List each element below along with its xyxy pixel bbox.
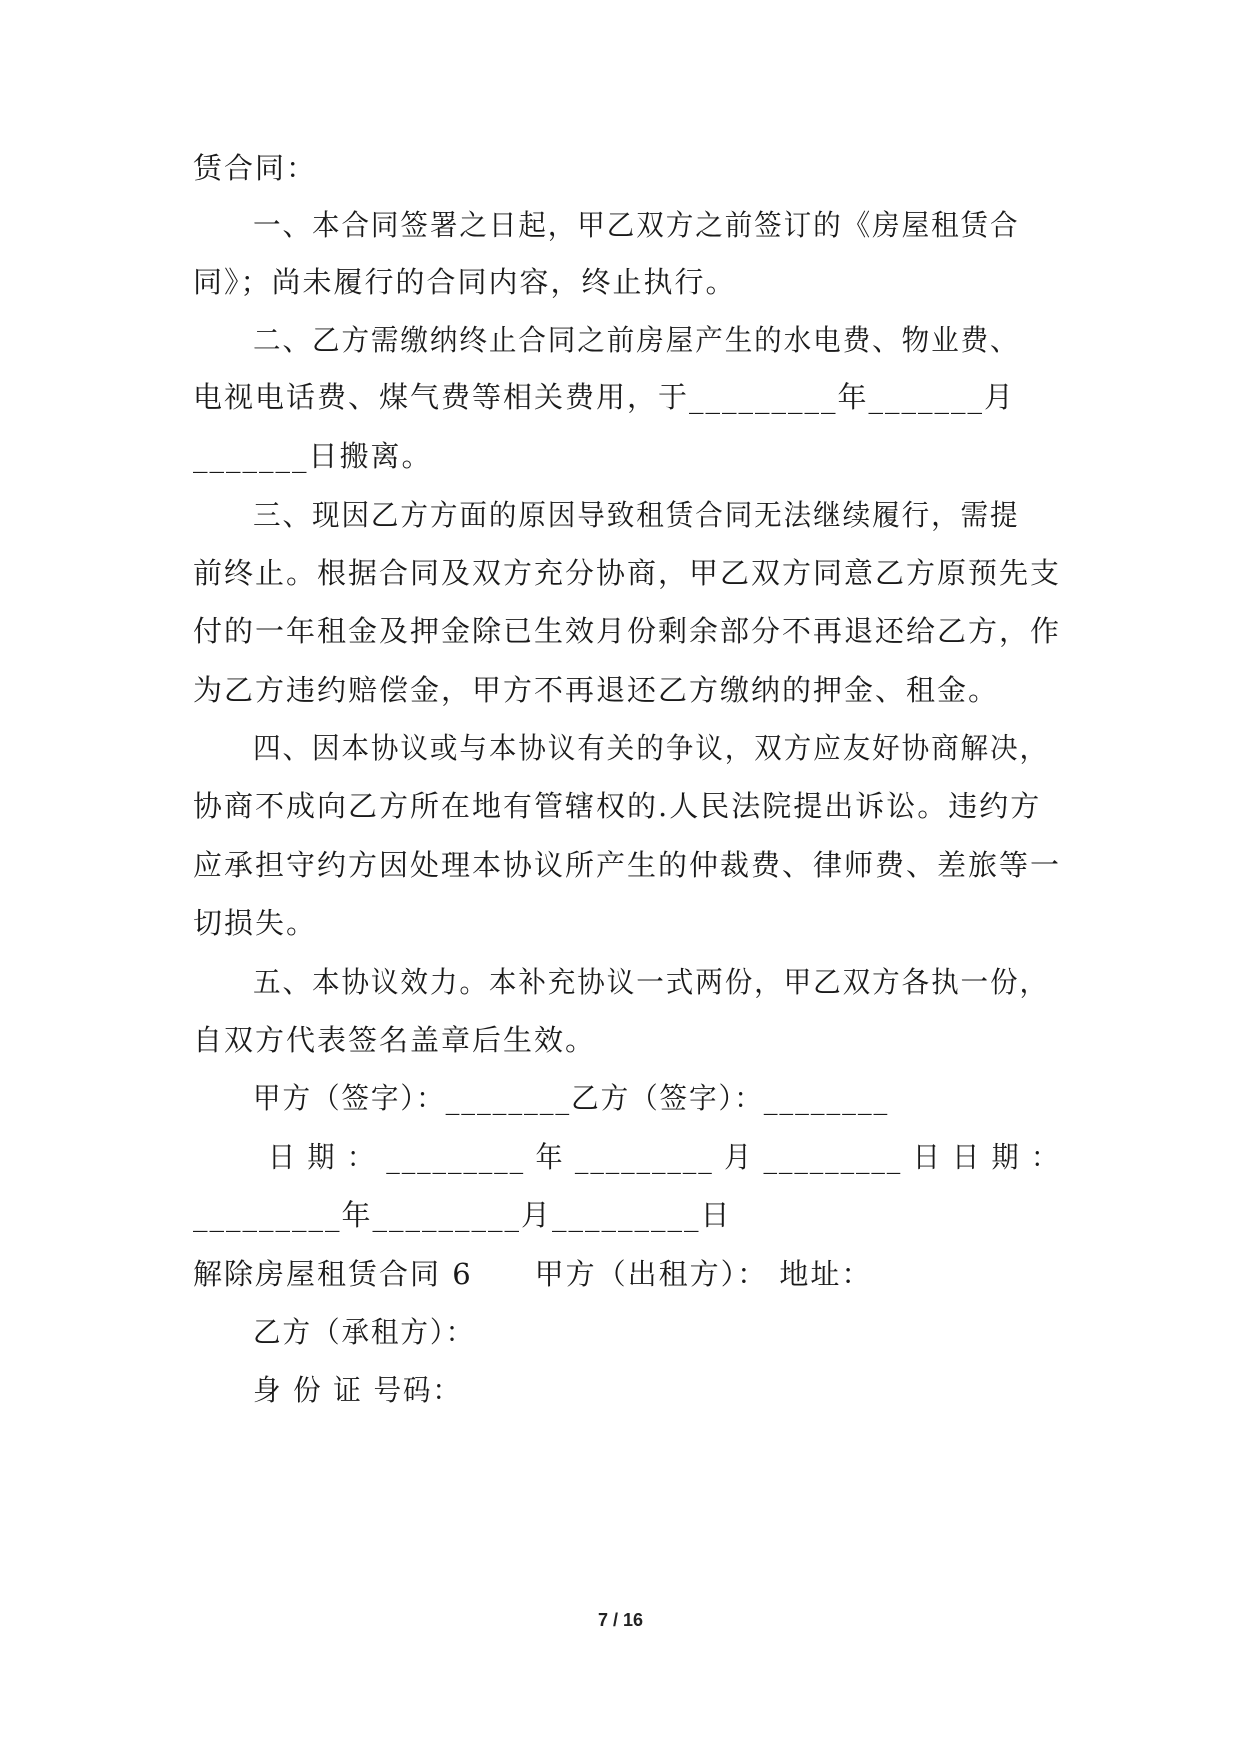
clause-4-line-4: 切损失。	[193, 906, 318, 940]
clause-1-line-2: 同》；尚未履行的合同内容，终止执行。	[193, 265, 737, 299]
clause-2-line-1: 二、乙方需缴纳终止合同之前房屋产生的水电费、物业费、	[253, 323, 1020, 357]
text-line: 赁合同：	[193, 151, 318, 185]
clause-2-line-2: 电视电话费、煤气费等相关费用，于_________年_______月	[193, 380, 1016, 414]
date-line-2: _________年_________月_________日	[193, 1198, 732, 1232]
clause-3-line-3: 付的一年租金及押金除已生效月份剩余部分不再退还给乙方，作	[193, 614, 1062, 648]
clause-1-line-1: 一、本合同签署之日起，甲乙双方之前签订的《房屋租赁合	[253, 208, 1020, 242]
lessee-line: 乙方（承租方）：	[253, 1315, 476, 1349]
clause-4-line-3: 应承担守约方因处理本协议所产生的仲裁费、律师费、差旅等一	[193, 848, 1062, 882]
clause-2-line-3: _______日搬离。	[193, 439, 433, 473]
clause-3-line-4: 为乙方违约赔偿金，甲方不再退还乙方缴纳的押金、租金。	[193, 673, 1000, 707]
clause-5-line-1: 五、本协议效力。本补充协议一式两份，甲乙双方各执一份，	[253, 965, 1050, 999]
date-line-1: 日 期 ： _________ 年 _________ 月 _________ 日 日 期 ：	[268, 1140, 1060, 1174]
signature-line: 甲方（签字）：________乙方（签字）：________	[253, 1081, 890, 1115]
page-number: 7 / 16	[597, 1610, 644, 1630]
id-number-line: 身 份 证 号码：	[253, 1373, 462, 1407]
clause-5-line-2: 自双方代表签名盖章后生效。	[193, 1023, 597, 1057]
clause-3-line-1: 三、现因乙方方面的原因导致租赁合同无法继续履行，需提	[253, 498, 1020, 532]
clause-4-line-1: 四、因本协议或与本协议有关的争议，双方应友好协商解决，	[253, 731, 1050, 765]
next-contract-heading: 解除房屋租赁合同 6 甲方（出租方）： 地址：	[193, 1257, 873, 1291]
clause-3-line-2: 前终止。根据合同及双方充分协商，甲乙双方同意乙方原预先支	[193, 556, 1062, 590]
clause-4-line-2: 协商不成向乙方所在地有管辖权的.人民法院提出诉讼。违约方	[193, 789, 1042, 823]
